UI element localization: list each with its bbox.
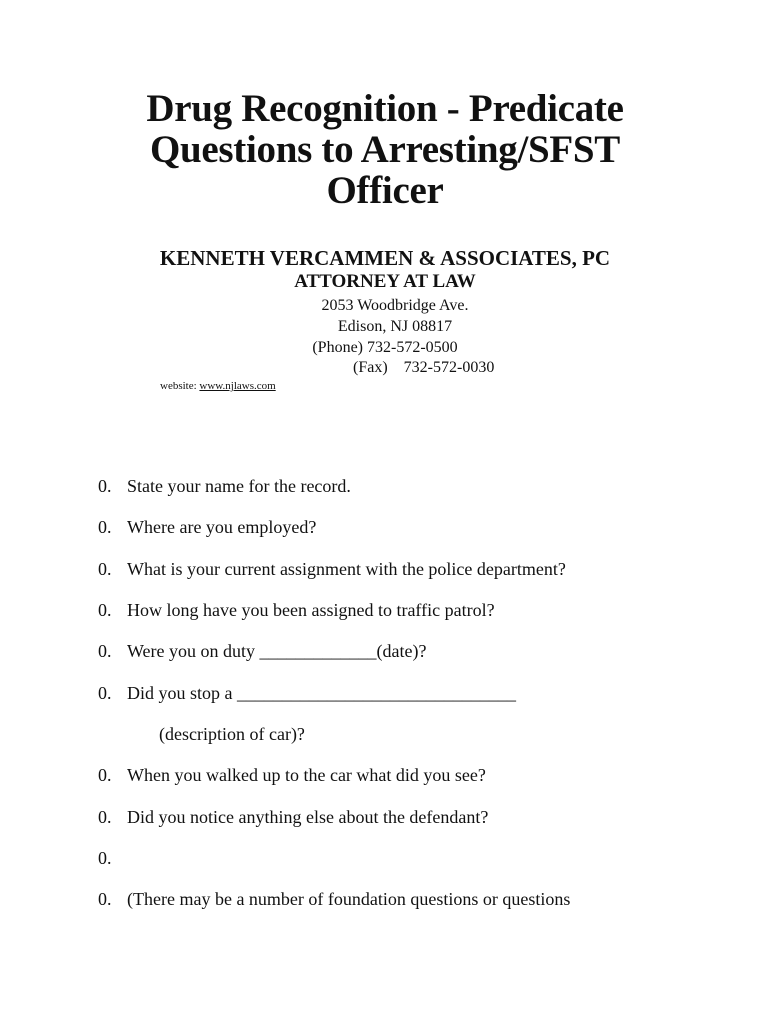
question-number: 0.: [98, 517, 112, 537]
title-line-2: Questions to Arresting/SFST: [149, 128, 621, 171]
question-number: 0.: [98, 600, 112, 620]
address-line-2: Edison, NJ 08817: [337, 318, 453, 335]
question-item: [98, 558, 566, 580]
question-item: [98, 640, 426, 662]
question-number: 0.: [98, 641, 112, 661]
question-text: Where are you employed?: [127, 517, 317, 537]
address-line-1: 2053 Woodbridge Ave.: [321, 297, 469, 314]
question-number: 0.: [98, 559, 112, 579]
question-item: [98, 516, 316, 538]
question-number: 0.: [98, 848, 112, 868]
question-text: (There may be a number of foundation questions or questions: [127, 889, 571, 909]
website-link[interactable]: www.njlaws.com: [199, 380, 276, 392]
question-text: Were you on duty _____________(date)?: [127, 641, 427, 661]
question-number: 0.: [98, 476, 112, 496]
website-label: website:: [160, 380, 200, 392]
document-title: [0, 88, 770, 211]
question-continuation: (description of car)?: [159, 724, 305, 744]
firm-subtitle: ATTORNEY AT LAW: [294, 271, 476, 292]
firm-name: KENNETH VERCAMMEN & ASSOCIATES, PC: [159, 246, 611, 270]
title-line-1: Drug Recognition - Predicate: [146, 87, 624, 130]
question-number: 0.: [98, 765, 112, 785]
question-text: What is your current assignment with the police department?: [127, 559, 566, 579]
question-item: [98, 764, 486, 786]
question-number: 0.: [98, 683, 112, 703]
question-text: When you walked up to the car what did you see?: [127, 765, 486, 785]
question-number: 0.: [98, 807, 112, 827]
question-item: [98, 888, 570, 910]
question-item: [98, 599, 495, 621]
question-item: [98, 847, 127, 869]
question-number: 0.: [98, 889, 112, 909]
question-text: How long have you been assigned to traffic patrol?: [127, 600, 495, 620]
question-item: [98, 475, 351, 497]
question-item: [98, 682, 516, 704]
website-line: [160, 380, 276, 393]
question-text: Did you stop a _______________________________: [127, 683, 516, 703]
question-text: State your name for the record.: [127, 476, 351, 496]
title-line-3: Officer: [326, 169, 444, 212]
question-text: Did you notice anything else about the defendant?: [127, 807, 489, 827]
phone-line: (Phone) 732-572-0500: [312, 339, 458, 356]
fax-line: (Fax) 732-572-0030: [353, 359, 495, 376]
question-item: [98, 806, 488, 828]
